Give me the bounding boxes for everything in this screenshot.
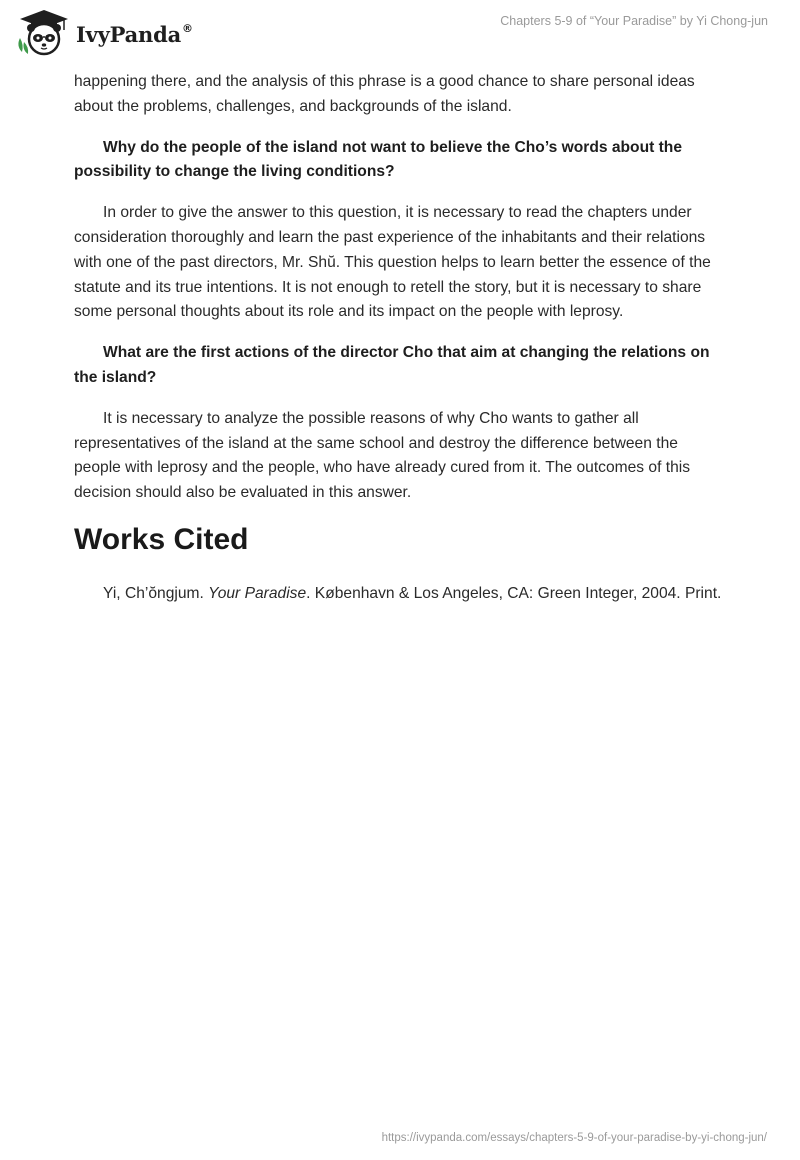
answer-paragraph-1: In order to give the answer to this question, it is necessary to read the chapters under consideration thoroughly and learn the past experience of the inhabitants and their relations with one of the past directors, Mr. Shŭ. This question helps to learn better the essence of the statute and its true intentions. It is not enough to retell the story, but it is necessary to share some personal thoughts about its role and its impact on the people with leprosy. <box>74 204 711 321</box>
page-header <box>0 0 800 70</box>
citation-publisher: . København & Los Angeles, CA: Green Integer, 2004. Print. <box>306 584 722 602</box>
panda-graduate-icon <box>14 8 74 58</box>
question-heading-1: Why do the people of the island not want to believe the Cho’s words about the possibility to change the living conditions? <box>74 138 683 181</box>
registered-mark: ® <box>182 21 193 35</box>
citation-author: Yi, Ch’ŏngjum. <box>103 584 209 602</box>
document-title: Chapters 5-9 of “Your Paradise” by Yi Chong-jun <box>500 14 768 28</box>
brand-logo[interactable] <box>14 8 193 58</box>
citation-title: Your Paradise <box>208 584 307 602</box>
brand-name: IvyPanda® <box>76 21 193 47</box>
answer-paragraph-2: It is necessary to analyze the possible reasons of why Cho wants to gather all representatives of the island at the same school and destroy the difference between the people with leprosy and the people, who have already cured from it. The outcomes of this decision should also be evaluated in this answer. <box>74 409 691 502</box>
essay-content <box>74 70 729 623</box>
paragraph-continued: happening there, and the analysis of this phrase is a good chance to share personal ideas about the problems, challenges, and backgrounds of the island. <box>74 73 695 115</box>
citation-entry <box>74 582 729 607</box>
works-cited-heading: Works Cited <box>74 522 249 556</box>
question-heading-2: What are the first actions of the director Cho that aim at changing the relations on the island? <box>74 344 710 386</box>
source-url-link[interactable]: https://ivypanda.com/essays/chapters-5-9-of-your-paradise-by-yi-chong-jun/ <box>381 1132 767 1144</box>
